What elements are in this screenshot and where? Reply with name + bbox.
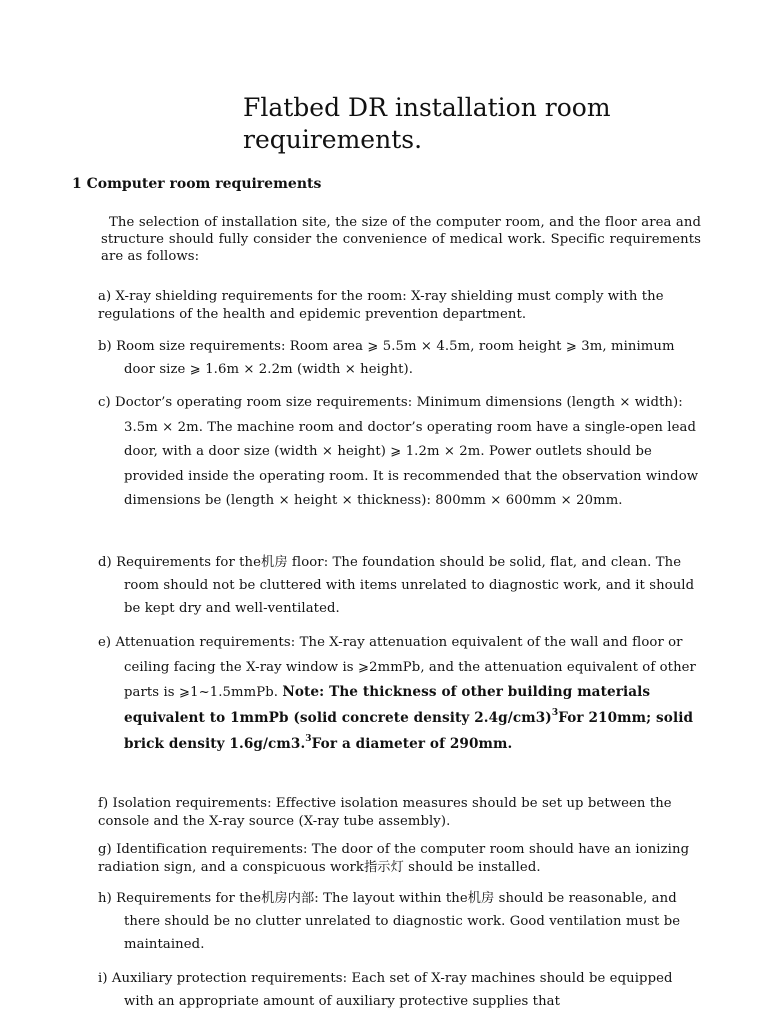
requirement-a: a) X-ray shielding requirements for the room: X-ray shielding must comply with the regulations of the health and epidemic prevention department. (98, 289, 664, 322)
requirement-e (98, 631, 704, 759)
requirement-e-superscript-2: 3 (305, 734, 312, 744)
requirement-f: f) Isolation requirements: Effective isolation measures should be set up between the console and the X-ray source (X-ray tube assembly). (98, 796, 672, 829)
requirement-e-superscript-1: 3 (551, 707, 559, 718)
requirement-h: h) Requirements for the机房内部: The layout within the机房 should be reasonable, and there should be no clutter unrelated to diagnostic work. Good ventilation must be maintained. (98, 891, 681, 952)
requirement-e-text: e) Attenuation requirements: The X-ray attenuation equivalent of the wall and floor or ceiling facing the X-ray window is ⩾2mmPb, and the attenuation equivalent of other parts is ⩾1~1.5mmPb. (98, 635, 696, 700)
requirement-e-note-1: Note: The thickness of other building materials equivalent to 1mmPb (solid concrete density 2.4g/cm3) (124, 684, 651, 726)
requirement-b: b) Room size requirements: Room area ⩾ 5.5m × 4.5m, room height ⩾ 3m, minimum door size ⩾ 1.6m × 2.2m (width × height). (98, 339, 675, 377)
requirement-e-note-2: For 210mm; solid brick density 1.6g/cm3. (124, 709, 694, 752)
requirement-g: g) Identification requirements: The door of the computer room should have an ionizing radiation sign, and a conspicuous work指示灯 should be installed. (98, 842, 690, 875)
intro-paragraph: The selection of installation site, the size of the computer room, and the floor area and structure should fully consider the convenience of medical work. Specific requirements are as follows: (101, 215, 701, 264)
section-heading: 1 Computer room requirements (72, 176, 322, 192)
page-title: Flatbed DR installation room requirements. (243, 93, 611, 154)
requirement-c: c) Doctor’s operating room size requirements: Minimum dimensions (length × width): 3.5m × 2m. The machine room and doctor’s operating room have a single-open lead door, with a door size (width × height) ⩾ 1.2m × 2m. Power outlets should be provided inside the operating room. It is recommended that the observation window dimensions be (length × height × thickness): 800mm × 600mm × 20mm. (98, 395, 699, 509)
requirement-i: i) Auxiliary protection requirements: Each set of X-ray machines should be equipped with an appropriate amount of auxiliary protective supplies that (98, 971, 673, 1009)
requirement-d: d) Requirements for the机房 floor: The foundation should be solid, flat, and clean. The room should not be cluttered with items unrelated to diagnostic work, and it should be kept dry and well-ventilated. (98, 555, 695, 616)
requirement-e-note-3: For a diameter of 290mm. (311, 736, 513, 752)
